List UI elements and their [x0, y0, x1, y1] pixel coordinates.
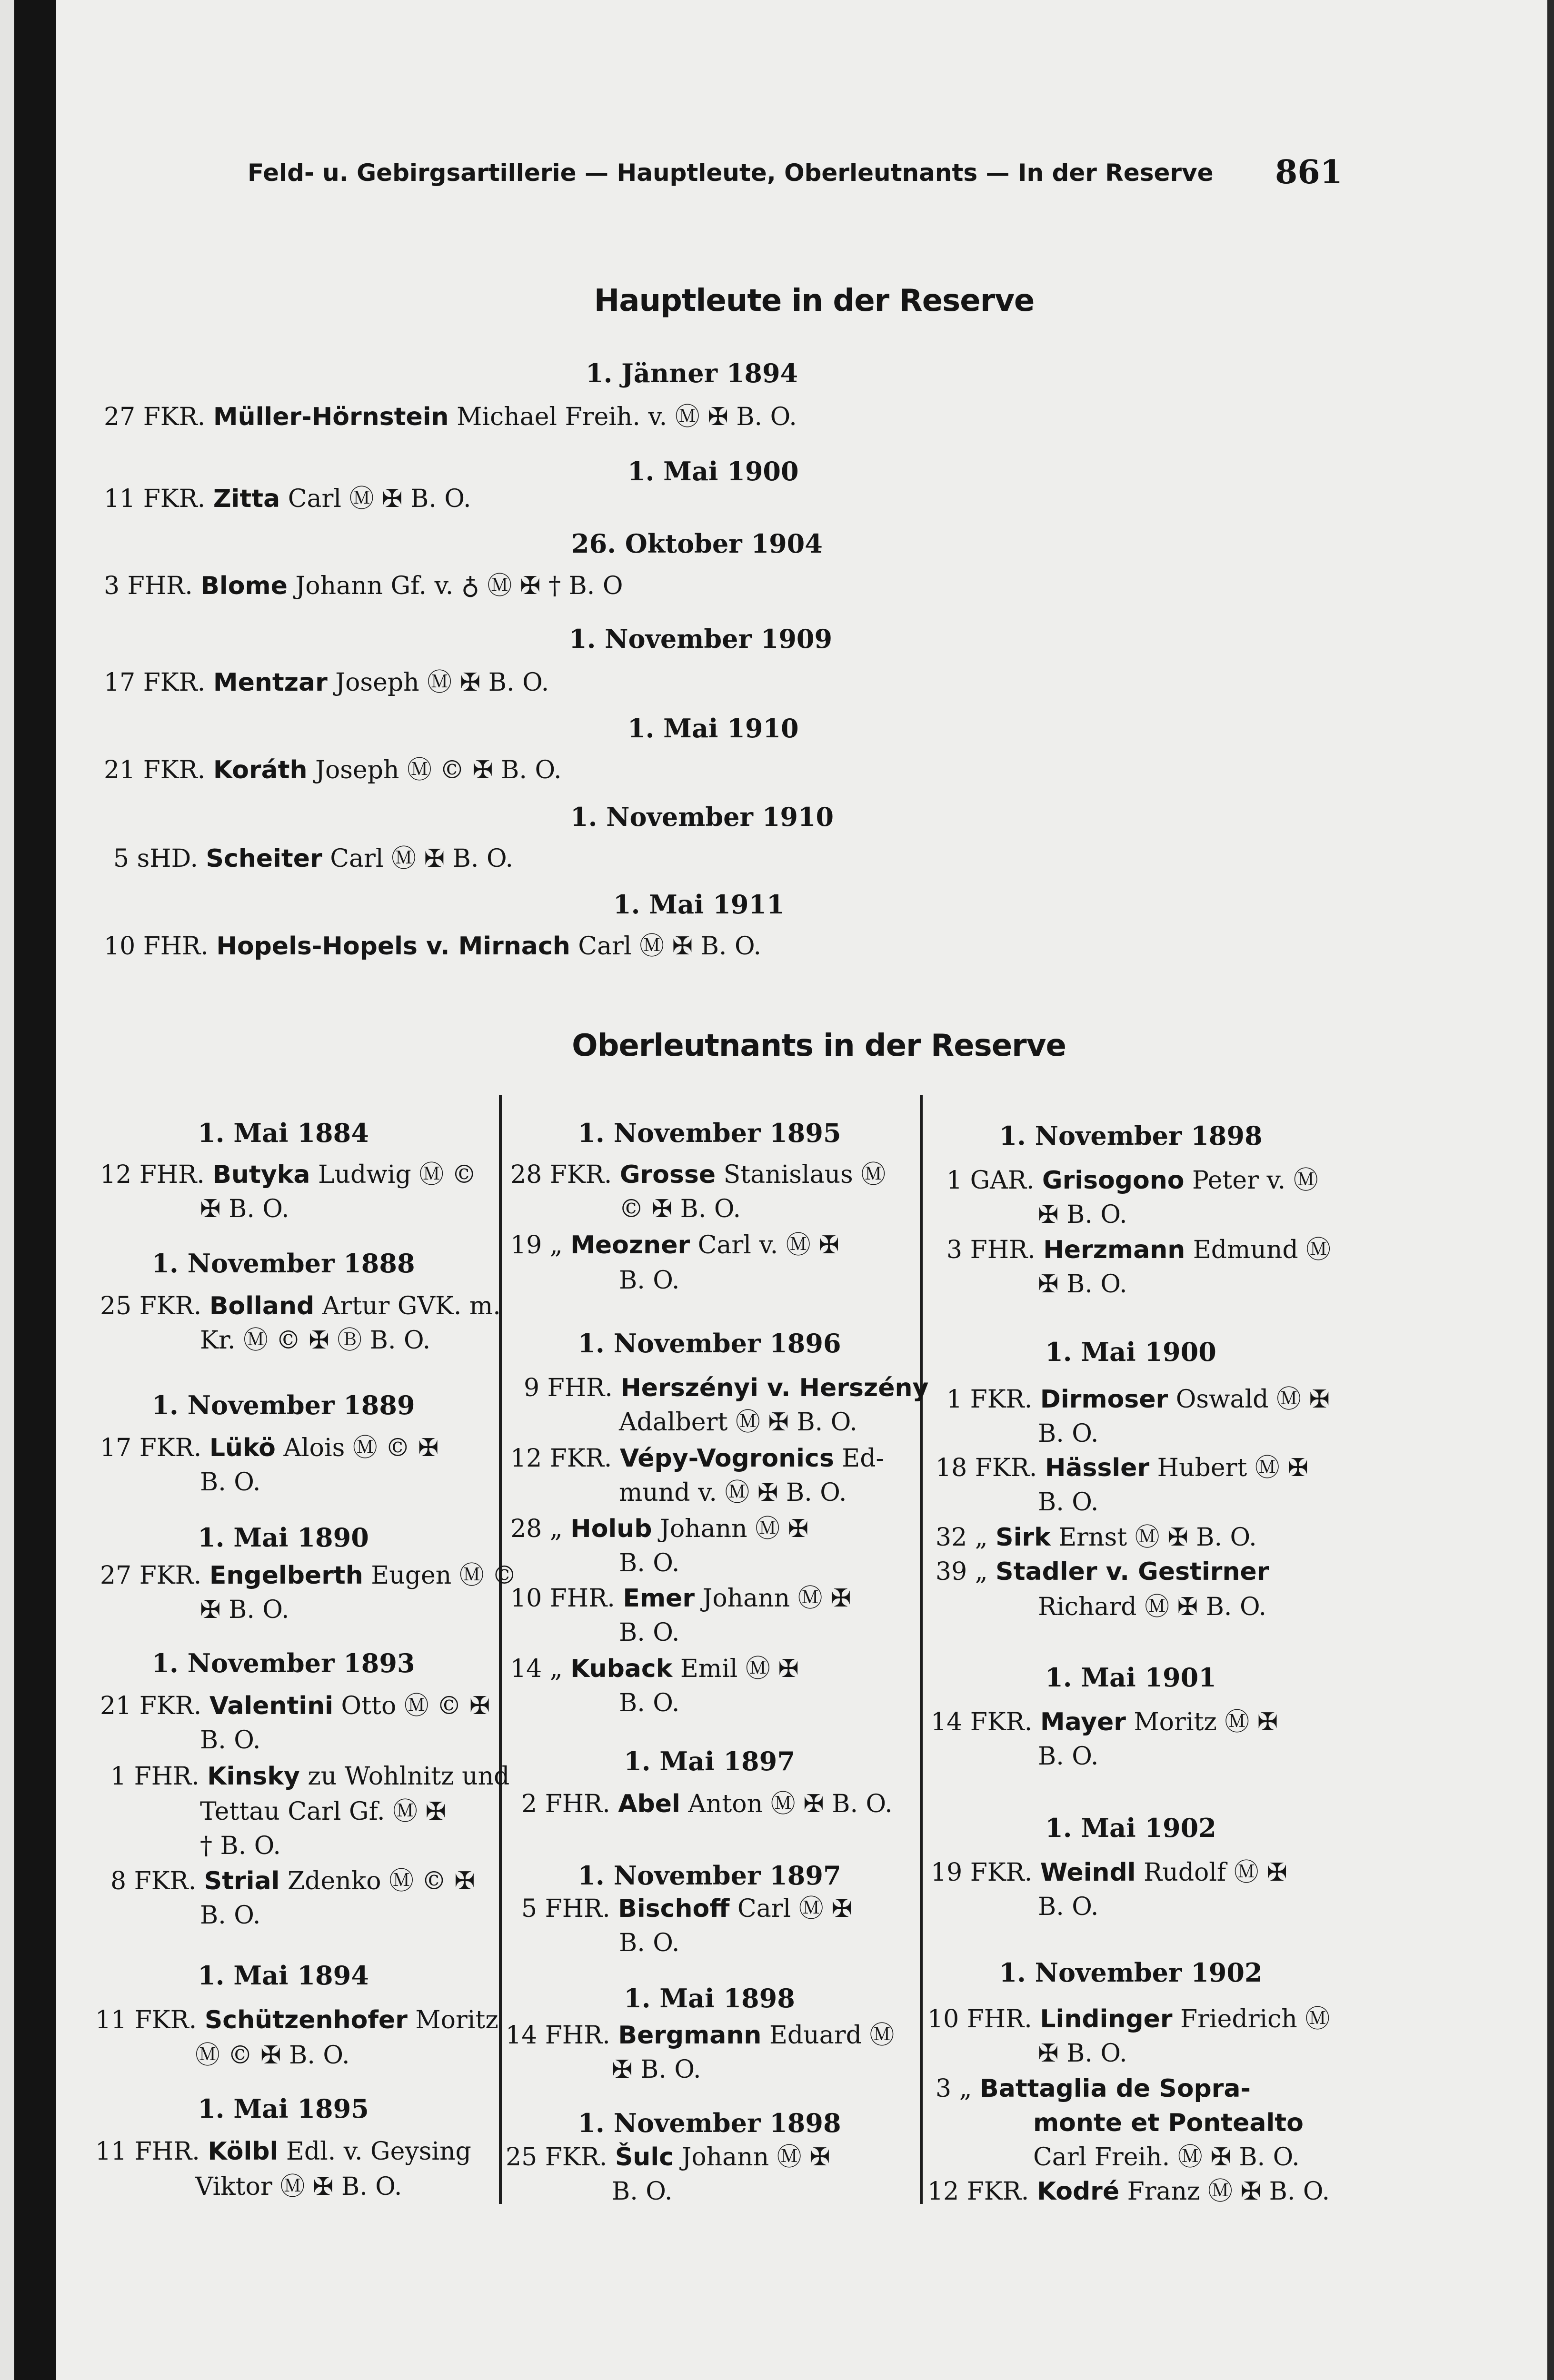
hauptleute-entry-1: 27 FKR. Müller-Hörnstein Michael Freih. v. Ⓜ ✠ B. O. — [104, 403, 797, 431]
col3-line: 14 FKR. Mayer Moritz Ⓜ ✠ — [931, 1708, 1278, 1736]
col2-date-3: 1. Mai 1897 — [624, 1746, 795, 1776]
col2-line: 9 FHR. Herszényi v. Herszény — [524, 1374, 929, 1402]
col3-date-5: 1. November 1902 — [999, 1957, 1263, 1988]
column-rule-right — [920, 1095, 923, 2204]
col3-date-3: 1. Mai 1901 — [1045, 1662, 1216, 1693]
col2-date-4: 1. November 1897 — [578, 1860, 841, 1891]
hauptleute-date-6: 1. November 1910 — [570, 802, 834, 832]
col1-line: 1 FHR. Kinsky zu Wohlnitz und — [110, 1762, 510, 1791]
col3-date-4: 1. Mai 1902 — [1045, 1813, 1216, 1843]
hauptleute-date-2: 1. Mai 1900 — [628, 456, 799, 486]
scan-left-margin — [0, 0, 14, 2380]
col2-line: B. O. — [619, 1689, 680, 1717]
col2-line: 5 FHR. Bischoff Carl Ⓜ ✠ — [521, 1894, 852, 1923]
col1-line: Ⓜ © ✠ B. O. — [195, 2041, 350, 2070]
col3-line: 39 „ Stadler v. Gestirner — [936, 1557, 1269, 1586]
col3-date-2: 1. Mai 1900 — [1045, 1337, 1216, 1367]
hauptleute-entry-5: 21 FKR. Koráth Joseph Ⓜ © ✠ B. O. — [104, 756, 562, 784]
page-number: 861 — [1275, 153, 1343, 191]
running-title: Feld- u. Gebirgsartillerie — Hauptleute, Oberleutnants — In der Reserve — [248, 159, 1214, 187]
col1-line: 27 FKR. Engelberth Eugen Ⓜ © — [100, 1561, 517, 1590]
hauptleute-entry-3: 3 FHR. Blome Johann Gf. v. ♁ Ⓜ ✠ † B. O — [104, 572, 623, 600]
col2-line: 25 FKR. Šulc Johann Ⓜ ✠ — [506, 2143, 830, 2172]
col1-line: 11 FHR. Kölbl Edl. v. Geysing — [95, 2137, 471, 2166]
col1-line: 8 FKR. Strial Zdenko Ⓜ © ✠ — [110, 1867, 475, 1895]
col1-line: Tettau Carl Gf. Ⓜ ✠ — [200, 1797, 447, 1826]
col2-date-2: 1. November 1896 — [578, 1328, 841, 1359]
col1-line: Kr. Ⓜ © ✠ Ⓑ B. O. — [200, 1326, 431, 1355]
col3-line: 18 FKR. Hässler Hubert Ⓜ ✠ — [936, 1454, 1308, 1482]
col2-line: Adalbert Ⓜ ✠ B. O. — [619, 1408, 857, 1437]
col1-line: 17 FKR. Lükö Alois Ⓜ © ✠ — [100, 1434, 439, 1462]
col3-line: ✠ B. O. — [1038, 2039, 1127, 2068]
col1-line: B. O. — [200, 1726, 261, 1755]
col2-line: 28 FKR. Grosse Stanislaus Ⓜ — [510, 1160, 886, 1189]
hauptleute-entry-2: 11 FKR. Zitta Carl Ⓜ ✠ B. O. — [104, 485, 471, 513]
hauptleute-date-7: 1. Mai 1911 — [613, 889, 785, 920]
col1-date-6: 1. Mai 1894 — [198, 1960, 369, 1991]
col3-line: 1 GAR. Grisogono Peter v. Ⓜ — [946, 1166, 1318, 1195]
scan-right-edge — [1547, 0, 1554, 2380]
hauptleute-entry-7: 10 FHR. Hopels-Hopels v. Mirnach Carl Ⓜ ✠ B. O. — [104, 932, 762, 961]
col1-date-7: 1. Mai 1895 — [198, 2093, 369, 2124]
col3-line: ✠ B. O. — [1038, 1270, 1127, 1299]
col3-line: B. O. — [1038, 1419, 1099, 1448]
col2-line: 2 FHR. Abel Anton Ⓜ ✠ B. O. — [521, 1790, 893, 1818]
col2-line: 12 FKR. Vépy-Vogronics Ed- — [510, 1444, 885, 1473]
col1-line: 11 FKR. Schützenhofer Moritz — [95, 2006, 498, 2034]
col2-date-6: 1. November 1898 — [578, 2108, 841, 2138]
col1-line: B. O. — [200, 1468, 261, 1497]
hauptleute-title: Hauptleute in der Reserve — [594, 283, 1035, 318]
hauptleute-entry-6: 5 sHD. Scheiter Carl Ⓜ ✠ B. O. — [113, 844, 514, 873]
col1-line: 21 FKR. Valentini Otto Ⓜ © ✠ — [100, 1692, 490, 1720]
col1-line: ✠ B. O. — [200, 1596, 289, 1624]
col2-line: 10 FHR. Emer Johann Ⓜ ✠ — [510, 1584, 851, 1613]
col3-line: monte et Pontealto — [1033, 2109, 1304, 2137]
col1-line: Viktor Ⓜ ✠ B. O. — [195, 2172, 402, 2201]
col2-line: B. O. — [619, 1618, 680, 1647]
hauptleute-date-5: 1. Mai 1910 — [628, 713, 799, 744]
col3-line: 19 FKR. Weindl Rudolf Ⓜ ✠ — [931, 1858, 1287, 1887]
col3-line: 3 „ Battaglia de Sopra- — [936, 2074, 1251, 2103]
col3-line: 32 „ Sirk Ernst Ⓜ ✠ B. O. — [936, 1523, 1257, 1552]
col3-line: ✠ B. O. — [1038, 1200, 1127, 1229]
hauptleute-date-4: 1. November 1909 — [569, 624, 833, 654]
col2-line: 19 „ Meozner Carl v. Ⓜ ✠ — [510, 1231, 839, 1259]
col2-line: B. O. — [612, 2177, 673, 2206]
hauptleute-date-1: 1. Jänner 1894 — [586, 358, 798, 388]
col2-line: © ✠ B. O. — [619, 1195, 741, 1223]
col1-line: B. O. — [200, 1901, 261, 1930]
col3-line: Richard Ⓜ ✠ B. O. — [1038, 1593, 1267, 1621]
col1-date-3: 1. November 1889 — [151, 1390, 415, 1420]
col2-line: 14 FHR. Bergmann Eduard Ⓜ — [506, 2021, 895, 2050]
col1-date-1: 1. Mai 1884 — [198, 1118, 369, 1148]
col3-line: 12 FKR. Kodré Franz Ⓜ ✠ B. O. — [927, 2177, 1330, 2206]
col3-line: 1 FKR. Dirmoser Oswald Ⓜ ✠ — [946, 1385, 1330, 1414]
col2-line: 14 „ Kuback Emil Ⓜ ✠ — [510, 1655, 799, 1683]
col3-line: Carl Freih. Ⓜ ✠ B. O. — [1033, 2143, 1300, 2172]
col1-date-2: 1. November 1888 — [151, 1248, 415, 1279]
col1-date-4: 1. Mai 1890 — [198, 1522, 369, 1553]
col3-line: B. O. — [1038, 1742, 1099, 1771]
col3-line: B. O. — [1038, 1488, 1099, 1517]
col3-date-1: 1. November 1898 — [999, 1121, 1263, 1151]
col2-line: B. O. — [619, 1266, 680, 1295]
column-rule-left — [499, 1095, 502, 2204]
col1-line: † B. O. — [200, 1832, 281, 1860]
col2-line: B. O. — [619, 1549, 680, 1577]
col2-line: mund v. Ⓜ ✠ B. O. — [619, 1478, 847, 1507]
col1-date-5: 1. November 1893 — [151, 1648, 415, 1678]
col2-date-5: 1. Mai 1898 — [624, 1983, 795, 2013]
col2-line: B. O. — [619, 1929, 680, 1957]
col1-line: 25 FKR. Bolland Artur GVK. m. — [100, 1292, 501, 1320]
col2-line: 28 „ Holub Johann Ⓜ ✠ — [510, 1515, 809, 1543]
oberleutnants-title: Oberleutnants in der Reserve — [572, 1028, 1066, 1063]
col1-line: 12 FHR. Butyka Ludwig Ⓜ © — [100, 1160, 477, 1189]
col1-line: ✠ B. O. — [200, 1195, 289, 1223]
col2-line: ✠ B. O. — [612, 2055, 701, 2084]
col2-date-1: 1. November 1895 — [578, 1118, 841, 1148]
running-head — [248, 153, 1343, 191]
col3-line: B. O. — [1038, 1893, 1099, 1921]
hauptleute-date-3: 26. Oktober 1904 — [571, 528, 823, 559]
col3-line: 3 FHR. Herzmann Edmund Ⓜ — [946, 1236, 1331, 1264]
hauptleute-entry-4: 17 FKR. Mentzar Joseph Ⓜ ✠ B. O. — [104, 668, 549, 697]
col3-line: 10 FHR. Lindinger Friedrich Ⓜ — [927, 2005, 1330, 2033]
